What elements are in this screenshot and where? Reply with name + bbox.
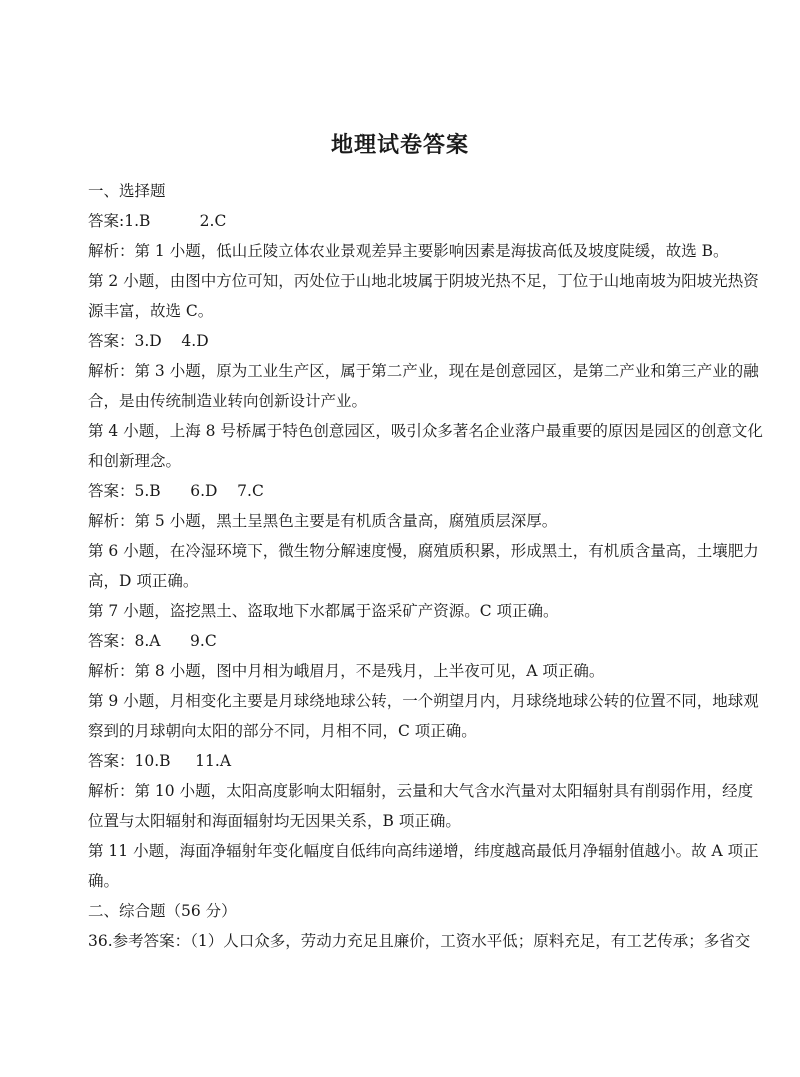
explanation-line: 察到的月球朝向太阳的部分不同，月相不同，C 项正确。 xyxy=(88,722,477,740)
explanation-line: 确。 xyxy=(88,872,120,890)
explanation-line: 合，是由传统制造业转向创新设计产业。 xyxy=(88,392,368,410)
explanation-line: 第 6 小题，在冷湿环境下，微生物分解速度慢，腐殖质积累，形成黑土，有机质含量高，土壤肥力 xyxy=(88,542,759,560)
explanation-line: 源丰富，故选 C。 xyxy=(88,302,214,320)
answer-line-5-7: 答案：5.B 6.D 7.C xyxy=(88,482,264,500)
explanation-line: 第 7 小题，盗挖黑土、盗取地下水都属于盗采矿产资源。C 项正确。 xyxy=(88,602,559,620)
section-heading-choice: 一、选择题 xyxy=(88,182,166,200)
explanation-line: 和创新理念。 xyxy=(88,452,182,470)
section-heading-comprehensive: 二、综合题（56 分） xyxy=(88,902,237,920)
answer-line-1-2: 答案:1.B 2.C xyxy=(88,212,227,230)
answer-line-8-9: 答案：8.A 9.C xyxy=(88,632,217,650)
explanation-line: 解析：第 5 小题，黑土呈黑色主要是有机质含量高，腐殖质层深厚。 xyxy=(88,512,558,530)
answer-line-36: 36.参考答案：（1）人口众多，劳动力充足且廉价，工资水平低；原料充足，有工艺传承；多省交 xyxy=(88,932,751,950)
explanation-line: 位置与太阳辐射和海面辐射均无因果关系，B 项正确。 xyxy=(88,812,461,830)
answer-line-3-4: 答案：3.D 4.D xyxy=(88,332,209,350)
page-title: 地理试卷答案 xyxy=(330,133,469,158)
explanation-line: 解析：第 1 小题，低山丘陵立体农业景观差异主要影响因素是海拔高低及坡度陡缓，故选 B。 xyxy=(88,242,729,260)
explanation-line: 高，D 项正确。 xyxy=(88,572,199,590)
explanation-line: 第 9 小题，月相变化主要是月球绕地球公转，一个朔望月内，月球绕地球公转的位置不同，地球观 xyxy=(88,692,759,710)
explanation-line: 第 4 小题，上海 8 号桥属于特色创意园区，吸引众多著名企业落户最重要的原因是园区的创意文化 xyxy=(88,422,763,440)
explanation-line: 解析：第 10 小题，太阳高度影响太阳辐射，云量和大气含水汽量对太阳辐射具有削弱作用，经度 xyxy=(88,782,754,800)
explanation-line: 第 11 小题，海面净辐射年变化幅度自低纬向高纬递增，纬度越高最低月净辐射值越小。故 A 项正 xyxy=(88,842,759,860)
answer-line-10-11: 答案：10.B 11.A xyxy=(88,752,232,770)
explanation-line: 解析：第 8 小题，图中月相为峨眉月，不是残月，上半夜可见，A 项正确。 xyxy=(88,662,605,680)
explanation-line: 第 2 小题，由图中方位可知，丙处位于山地北坡属于阴坡光热不足，丁位于山地南坡为阳坡光热资 xyxy=(88,272,759,290)
explanation-line: 解析：第 3 小题，原为工业生产区，属于第二产业，现在是创意园区，是第二产业和第三产业的融 xyxy=(88,362,759,380)
